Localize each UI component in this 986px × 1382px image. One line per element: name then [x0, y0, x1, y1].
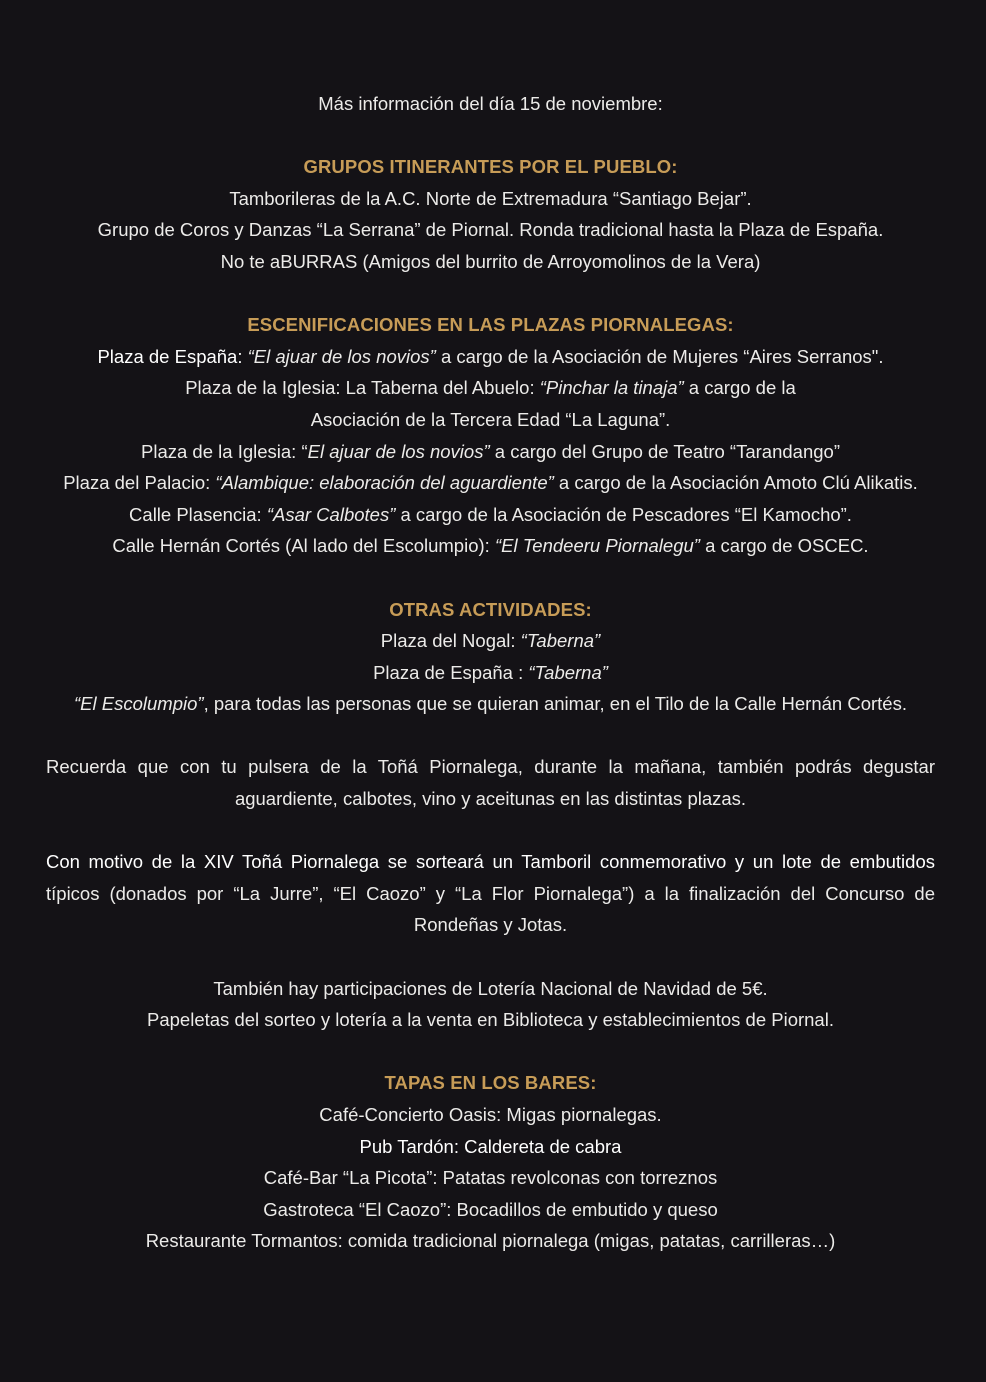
grupos-line: Grupo de Coros y Danzas “La Serrana” de Piornal. Ronda tradicional hasta la Plaza de España. — [97, 219, 884, 241]
otras-line — [46, 688, 935, 720]
grupos-line: No te aBURRAS (Amigos del burrito de Arroyomolinos de la Vera) — [220, 250, 761, 272]
tapas-item: Café-Bar “La Picota”: Patatas revolconas con torreznos — [263, 1167, 718, 1189]
escenificacion-line — [46, 467, 935, 499]
play-title: “Asar Calbotes” — [266, 503, 396, 525]
tapas-item: Restaurante Tormantos: comida tradicional piornalega (migas, patatas, carrilleras…) — [145, 1230, 836, 1252]
place-label: Calle Hernán Cortés (Al lado del Escolumpio): — [112, 535, 495, 557]
escenificacion-line — [46, 530, 935, 562]
escenificacion-line — [46, 372, 935, 404]
escenificacion-line: Asociación de la Tercera Edad “La Laguna”. — [310, 408, 671, 430]
recuerda-line: Recuerda que con tu pulsera de la Toñá Piornalega, durante la mañana, también podrás degustar — [46, 756, 935, 778]
grupos-line: Tamborileras de la A.C. Norte de Extremadura “Santiago Bejar”. — [229, 187, 752, 209]
tapas-item: Café-Concierto Oasis: Migas piornalegas. — [319, 1104, 662, 1125]
place-label: Plaza de España: — [97, 345, 243, 367]
play-title: “El Tendeeru Piornalegu” — [494, 535, 700, 557]
play-title: El ajuar de los novios” — [307, 440, 490, 462]
play-title: “El ajuar de los novios” — [247, 345, 436, 367]
tapas-item: Gastroteca “El Caozo”: Bocadillos de embutido y queso — [263, 1198, 718, 1220]
place-label: Plaza de España : — [373, 661, 529, 683]
activity-title: “Taberna” — [528, 661, 608, 683]
sorteo-line: típicos (donados por “La Jurre”, “El Caozo” y “La Flor Piornalega”) a la finalización del Concurso de — [46, 882, 935, 904]
tapas-heading: TAPAS EN LOS BARES: — [384, 1072, 597, 1094]
tapas-item: Pub Tardón: Caldereta de cabra — [359, 1135, 622, 1157]
escenificacion-line — [46, 436, 935, 468]
place-label: Plaza de la Iglesia: La Taberna del Abuelo: — [185, 377, 540, 399]
escenificacion-line — [46, 499, 935, 531]
otras-heading: OTRAS ACTIVIDADES: — [389, 598, 592, 620]
organizer: a cargo de la Asociación de Pescadores “El Kamocho”. — [395, 503, 852, 525]
place-label: Plaza de la Iglesia: “ — [141, 440, 308, 462]
activity-title: “Taberna” — [520, 630, 601, 652]
organizer: a cargo de la Asociación de Mujeres “Aires Serranos". — [435, 345, 884, 367]
place-label: Plaza del Palacio: — [63, 472, 216, 494]
sorteo-line: Con motivo de la XIV Toñá Piornalega se sorteará un Tamboril conmemorativo y un lote de embutidos — [46, 851, 935, 873]
organizer: a cargo de la — [683, 377, 796, 399]
loteria-line: También hay participaciones de Lotería Nacional de Navidad de 5€. — [213, 977, 768, 999]
otras-line — [46, 625, 935, 657]
grupos-heading: GRUPOS ITINERANTES POR EL PUEBLO: — [303, 156, 678, 178]
organizer: a cargo del Grupo de Teatro “Tarandango” — [489, 440, 840, 462]
intro-text: Más información del día 15 de noviembre: — [318, 93, 663, 114]
activity-title: “El Escolumpio” — [74, 693, 204, 715]
escenificacion-line — [46, 341, 935, 373]
sorteo-line: Rondeñas y Jotas. — [413, 914, 568, 936]
organizer: a cargo de la Asociación Amoto Clú Alikatis. — [553, 472, 918, 494]
loteria-line: Papeletas del sorteo y lotería a la venta en Biblioteca y establecimientos de Piornal. — [147, 1009, 834, 1031]
activity-desc: , para todas las personas que se quieran animar, en el Tilo de la Calle Hernán Cortés. — [203, 693, 907, 715]
otras-line — [46, 657, 935, 689]
recuerda-line: aguardiente, calbotes, vino y aceitunas en las distintas plazas. — [234, 788, 747, 810]
play-title: “Alambique: elaboración del aguardiente” — [215, 472, 554, 494]
escenificaciones-heading: ESCENIFICACIONES EN LAS PLAZAS PIORNALEGAS: — [247, 314, 734, 336]
play-title: “Pinchar la tinaja” — [539, 377, 684, 399]
event-info — [46, 88, 935, 1257]
place-label: Plaza del Nogal: — [380, 630, 521, 652]
organizer: a cargo de OSCEC. — [699, 535, 869, 557]
place-label: Calle Plasencia: — [129, 503, 267, 525]
